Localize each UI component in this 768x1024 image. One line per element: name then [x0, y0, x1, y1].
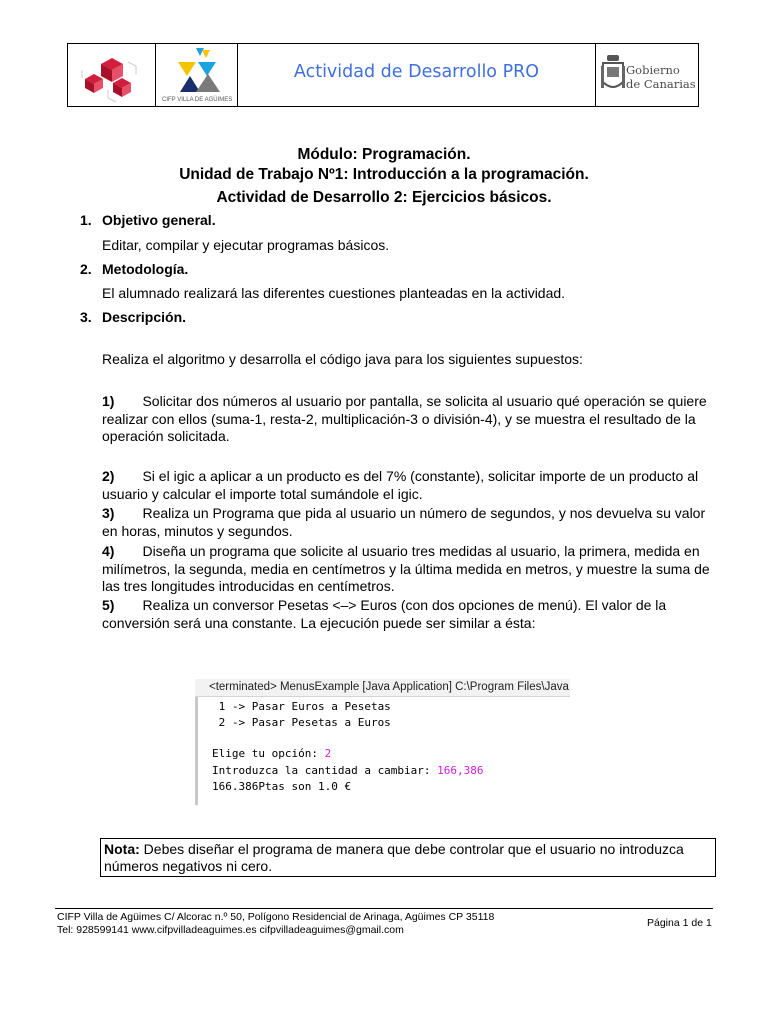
gobierno-label: Gobierno: [626, 63, 680, 77]
section-objetivo-text: Editar, compilar y ejecutar programas básicos.: [102, 237, 390, 253]
exercise-text: Si el igic a aplicar a un producto es del 7% (constante), solicitar importe de un producto al usuario y calcular el importe total sumándole el igic.: [102, 468, 699, 502]
note-label: Nota:: [104, 841, 140, 857]
document-header: [67, 43, 699, 107]
exercise-label: 3): [102, 505, 115, 521]
cube-logo-icon: [68, 44, 156, 106]
module-heading: Módulo: Programación.: [297, 146, 471, 163]
note-text: Debes diseñar el programa de manera que debe controlar que el usuario no introduzca números negativos ni cero.: [104, 841, 684, 874]
exercise-text: Realiza un conversor Pesetas <–> Euros (con dos opciones de menú). El valor de la conversión será una constante. La ejecución puede ser similar a ésta:: [102, 597, 667, 631]
console-prompt-option: [212, 747, 331, 760]
console-user-input: 2: [324, 747, 332, 760]
activity-heading: Actividad de Desarrollo 2: Ejercicios básicos.: [216, 189, 552, 206]
coat-of-arms-icon: [600, 54, 626, 98]
console-menu-option-2: 2 -> Pasar Pesetas a Euros: [212, 716, 391, 729]
console-left-border: [195, 679, 198, 805]
footer-contact: Tel: 928599141 www.cifpvilladeaguimes.es cifpvilladeaguimes@gmail.com: [57, 924, 404, 936]
exercise-text: Solicitar dos números al usuario por pantalla, se solicita al usuario qué operación se quiere realizar con ellos (suma-1, resta-2, multiplicación-3 o división-4), y se muestra el resultado de la operación solicitada.: [102, 393, 707, 444]
exercise-3: [102, 505, 712, 540]
school-caption: CIFP VILLA DE AGÜIMES: [162, 97, 233, 103]
exercise-label: 4): [102, 543, 115, 559]
canarias-label: de Canarias: [626, 77, 696, 91]
exercise-4: [102, 543, 712, 596]
exercise-text: Realiza un Programa que pida al usuario un número de segundos, y nos devuelva su valor en horas, minutos y segundos.: [102, 505, 706, 539]
logo-cell-school: [156, 44, 238, 106]
gobierno-cell: [596, 44, 698, 106]
console-user-input: 166,386: [437, 764, 484, 777]
unit-heading: Unidad de Trabajo Nº1: Introducción a la programación.: [179, 166, 589, 183]
console-screenshot: [195, 679, 570, 805]
console-prompt-amount: [212, 764, 484, 777]
note-box: [100, 838, 716, 877]
section-descripcion-heading: [80, 309, 186, 325]
exercise-5: [102, 597, 712, 632]
console-title-bar: [195, 679, 570, 697]
section-title: Metodología.: [102, 261, 189, 277]
exercise-1: [102, 393, 712, 446]
console-title: <terminated> MenusExample [Java Application] C:\Program Files\Java: [209, 681, 569, 693]
section-number: 3.: [80, 309, 92, 325]
footer-divider: [55, 908, 713, 909]
section-title: Descripción.: [102, 309, 187, 325]
exercise-label: 5): [102, 597, 115, 613]
console-menu-option-1: 1 -> Pasar Euros a Pesetas: [212, 700, 391, 713]
console-prompt-text: Elige tu opción:: [212, 747, 325, 760]
console-prompt-text: Introduzca la cantidad a cambiar:: [212, 764, 438, 777]
exercise-label: 2): [102, 468, 115, 484]
console-result: 166.386Ptas son 1.0 €: [212, 780, 352, 793]
logo-cell-left: [68, 44, 156, 106]
title-cell: [238, 44, 596, 106]
exercise-label: 1): [102, 393, 115, 409]
school-logo-icon: [156, 44, 238, 96]
section-title: Objetivo general.: [102, 212, 216, 228]
section-number: 1.: [80, 212, 92, 228]
exercise-text: Diseña un programa que solicite al usuario tres medidas al usuario, la primera, medida en milímetros, la segunda, media en centímetros y la última medida en metros, y muestre la suma de las tres longitudes introducidas en centímetros.: [102, 543, 710, 594]
section-metodologia-text: El alumnado realizará las diferentes cuestiones planteadas en la actividad.: [102, 285, 566, 301]
section-metodologia-heading: [80, 261, 188, 277]
page-number: Página 1 de 1: [647, 917, 712, 929]
document-title: Actividad de Desarrollo PRO: [293, 62, 540, 82]
footer-address: CIFP Villa de Agüimes C/ Alcorac n.º 50, Polígono Residencial de Arinaga, Agüimes CP 35118: [57, 911, 495, 923]
section-descripcion-text: Realiza el algoritmo y desarrolla el código java para los siguientes supuestos:: [102, 351, 583, 367]
exercise-2: [102, 468, 712, 503]
section-objetivo-heading: [80, 212, 216, 228]
section-number: 2.: [80, 261, 92, 277]
